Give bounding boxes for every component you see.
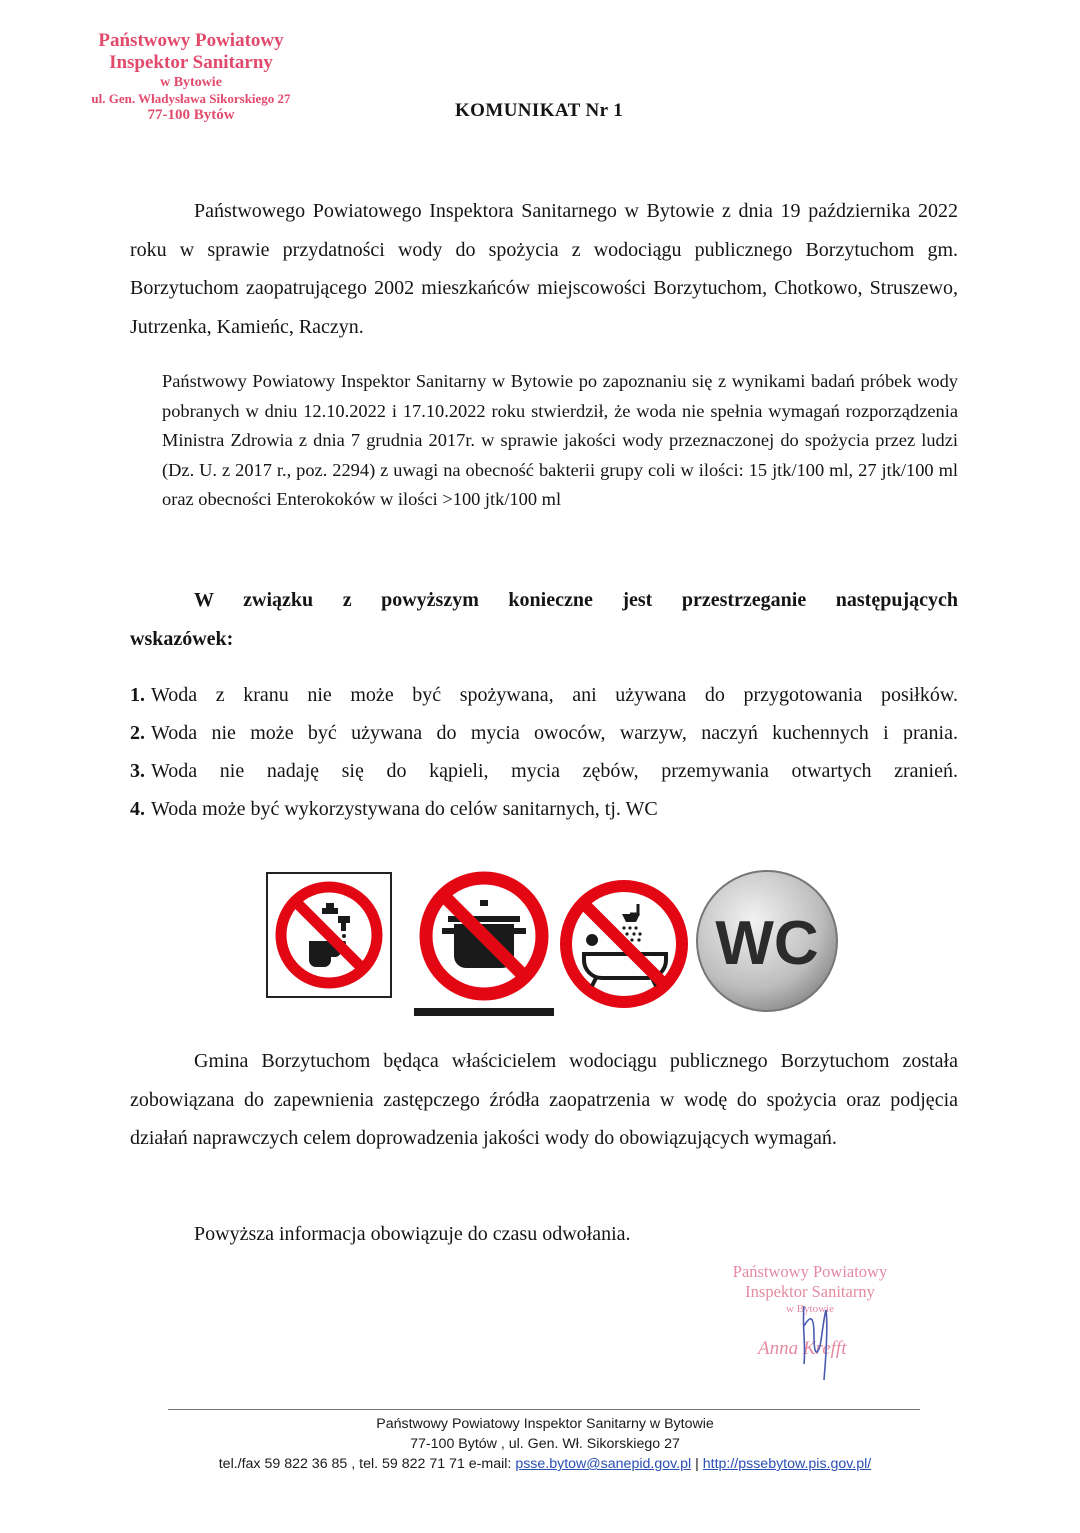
findings-paragraph: Państwowy Powiatowy Inspektor Sanitarny w Bytowie po zapoznaniu się z wynikami badań próbek wody pobranych w dniu 12.10.2022 i 17.10.2022 roku stwierdził, że woda nie spełnia wymagań rozporządzenia Ministra Zdrowia z dnia 7 grudnia 2017r. w sprawie jakości wody przeznaczonej do spożycia przez ludzi (Dz. U. z 2017 r., poz. 2294) z uwagi na obecność bakterii grupy coli w ilości: 15 jtk/100 ml, 27 jtk/100 ml oraz obecności Enterokoków w ilości >100 jtk/100 ml	[162, 371, 958, 510]
list-number: 1.	[130, 684, 145, 706]
list-item	[130, 676, 958, 714]
list-number: 2.	[130, 722, 145, 744]
wc-icon	[694, 868, 840, 1014]
list-item	[130, 714, 958, 752]
guidelines-list	[130, 676, 958, 828]
email-link[interactable]: psse.bytow@sanepid.gov.pl	[515, 1456, 692, 1472]
list-item	[130, 752, 958, 790]
wc-label: WC	[715, 909, 819, 978]
institution-stamp	[62, 30, 320, 124]
pictogram-row	[266, 866, 846, 1026]
list-text: Woda z kranu nie może być spożywana, ani używana do przygotowania posiłków.	[151, 684, 958, 706]
handwritten-signature	[792, 1296, 842, 1382]
footer	[150, 1414, 940, 1474]
municipality-paragraph: Gmina Borzytuchom będąca właścicielem wodociągu publicznego Borzytuchom została zobowiązana do zapewnienia zastępczego źródła zaopatrzenia w wodę do spożycia oraz podjęcia działań naprawczych celem doprowadzenia jakości wody do obowiązujących wymagań.	[130, 1050, 958, 1149]
validity-paragraph: Powyższa informacja obowiązuje do czasu odwołania.	[194, 1223, 631, 1245]
signatory-name: Anna Krefft	[758, 1338, 847, 1359]
list-text: Woda nie może być używana do mycia owoców, warzyw, naczyń kuchennych i prania.	[151, 722, 958, 744]
footer-separator: |	[695, 1456, 699, 1472]
no-bathing-icon	[556, 876, 692, 1012]
guidance-heading: W związku z powyższym konieczne jest przestrzeganie następujących wskazówek:	[130, 589, 958, 650]
footer-divider	[168, 1409, 920, 1410]
stamp-line: Państwowy Powiatowy	[98, 30, 284, 51]
footer-institution: Państwowy Powiatowy Inspektor Sanitarny w Bytowie	[376, 1416, 714, 1432]
footer-contact-line	[150, 1454, 940, 1474]
document-title: KOMUNIKAT Nr 1	[455, 100, 624, 121]
list-text: Woda może być wykorzystywana do celów sanitarnych, tj. WC	[151, 798, 658, 820]
list-number: 3.	[130, 760, 145, 782]
signature-stamp-line: w Bytowie	[786, 1303, 834, 1315]
stamp-line: w Bytowie	[160, 74, 222, 90]
no-cooking-icon	[414, 866, 554, 1018]
list-text: Woda nie nadaję się do kąpieli, mycia zębów, przemywania otwartych zranień.	[151, 760, 958, 782]
no-drinking-water-icon	[266, 872, 392, 998]
footer-address: 77-100 Bytów , ul. Gen. Wł. Sikorskiego 27	[410, 1436, 680, 1452]
stamp-line: ul. Gen. Władysława Sikorskiego 27	[91, 91, 291, 107]
stamp-line: 77-100 Bytów	[147, 106, 235, 123]
list-number: 4.	[130, 798, 145, 820]
intro-paragraph: Państwowego Powiatowego Inspektora Sanitarnego w Bytowie z dnia 19 października 2022 roku w sprawie przydatności wody do spożycia z wodociągu publicznego Borzytuchom gm. Borzytuchom zaopatrującego 2002 mieszkańców miejscowości Borzytuchom, Chotkowo, Struszewo, Jutrzenka, Kamieńc, Raczyn.	[130, 200, 958, 338]
stamp-line: Inspektor Sanitarny	[109, 52, 273, 74]
signature-stamp-line: Państwowy Powiatowy	[732, 1262, 888, 1281]
list-item	[130, 790, 958, 828]
footer-phones: tel./fax 59 822 36 85 , tel. 59 822 71 71 e-mail:	[218, 1456, 512, 1472]
signature-stamp-line: Inspektor Sanitarny	[745, 1282, 875, 1301]
website-link[interactable]: http://pssebytow.pis.gov.pl/	[702, 1456, 872, 1472]
